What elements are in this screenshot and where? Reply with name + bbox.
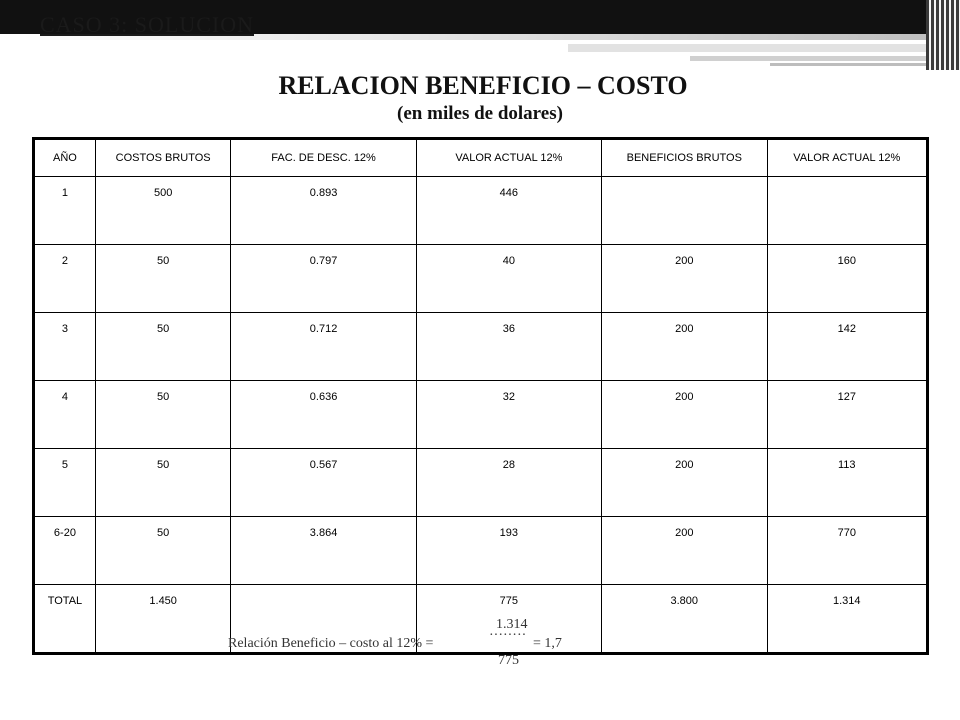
cell-present-value-benefits <box>767 177 927 245</box>
cell-year: 1 <box>34 177 96 245</box>
cell-gross-benefits: 200 <box>602 449 768 517</box>
cell-gross-benefits: 200 <box>602 381 768 449</box>
page-title: RELACION BENEFICIO – COSTO <box>278 71 688 100</box>
formula-numerator: 1.314 <box>496 617 528 632</box>
table-row <box>34 177 928 245</box>
cell-gross-costs: 50 <box>95 313 231 381</box>
decorative-line <box>690 56 960 61</box>
col-header-discount-factor: FAC. DE DESC. 12% <box>231 139 416 177</box>
cell-year: 2 <box>34 245 96 313</box>
cell-gross-costs: 50 <box>95 245 231 313</box>
cell-gross-costs: 500 <box>95 177 231 245</box>
cell-present-value-benefits: 160 <box>767 245 927 313</box>
col-header-present-value-benefits: VALOR ACTUAL 12% <box>767 139 927 177</box>
table-row <box>34 517 928 585</box>
slide-header: CASO 3: SOLUCION <box>40 14 255 36</box>
cell-present-value-benefits: 127 <box>767 381 927 449</box>
formula-label: Relación Beneficio – costo al 12% = <box>228 636 434 651</box>
cell-present-value-benefits: 113 <box>767 449 927 517</box>
decorative-stripes <box>926 0 960 70</box>
cell-discount-factor: 0.567 <box>231 449 416 517</box>
cell-present-value-costs: 28 <box>416 449 601 517</box>
cell-gross-benefits: 3.800 <box>602 585 768 654</box>
cell-year: 4 <box>34 381 96 449</box>
table-row <box>34 449 928 517</box>
cell-gross-benefits <box>602 177 768 245</box>
formula-result: = 1,7 <box>533 636 562 651</box>
cell-present-value-costs: 32 <box>416 381 601 449</box>
table-row <box>34 381 928 449</box>
col-header-present-value-costs: VALOR ACTUAL 12% <box>416 139 601 177</box>
benefit-cost-table <box>32 137 929 655</box>
decorative-line <box>568 44 960 52</box>
cell-present-value-benefits: 770 <box>767 517 927 585</box>
table-row <box>34 313 928 381</box>
cell-present-value-costs: 193 <box>416 517 601 585</box>
table-row <box>34 245 928 313</box>
cell-discount-factor: 0.797 <box>231 245 416 313</box>
col-header-year: AÑO <box>34 139 96 177</box>
cell-year: 6-20 <box>34 517 96 585</box>
cell-present-value-costs: 40 <box>416 245 601 313</box>
cell-present-value-costs: 36 <box>416 313 601 381</box>
cell-gross-costs: 50 <box>95 517 231 585</box>
cell-year: 3 <box>34 313 96 381</box>
formula-denominator: 775 <box>498 653 519 668</box>
cell-present-value-benefits: 142 <box>767 313 927 381</box>
col-header-gross-costs: COSTOS BRUTOS <box>95 139 231 177</box>
table-header-row <box>34 139 928 177</box>
cell-discount-factor: 0.893 <box>231 177 416 245</box>
cell-discount-factor: 3.864 <box>231 517 416 585</box>
page-subtitle: (en miles de dolares) <box>397 103 563 124</box>
cell-discount-factor: 0.712 <box>231 313 416 381</box>
cell-year: 5 <box>34 449 96 517</box>
formula-fraction-dots: ········ <box>489 628 527 643</box>
ratio-formula <box>228 614 628 674</box>
cell-gross-benefits: 200 <box>602 517 768 585</box>
cell-present-value-costs: 446 <box>416 177 601 245</box>
cell-discount-factor: 0.636 <box>231 381 416 449</box>
cell-gross-benefits: 200 <box>602 245 768 313</box>
cell-present-value-benefits: 1.314 <box>767 585 927 654</box>
col-header-gross-benefits: BENEFICIOS BRUTOS <box>602 139 768 177</box>
cell-gross-benefits: 200 <box>602 313 768 381</box>
cell-present-value-costs: 775 <box>416 585 601 654</box>
cell-gross-costs: 1.450 <box>95 585 231 654</box>
cell-gross-costs: 50 <box>95 381 231 449</box>
cell-year: TOTAL <box>34 585 96 654</box>
cell-gross-costs: 50 <box>95 449 231 517</box>
